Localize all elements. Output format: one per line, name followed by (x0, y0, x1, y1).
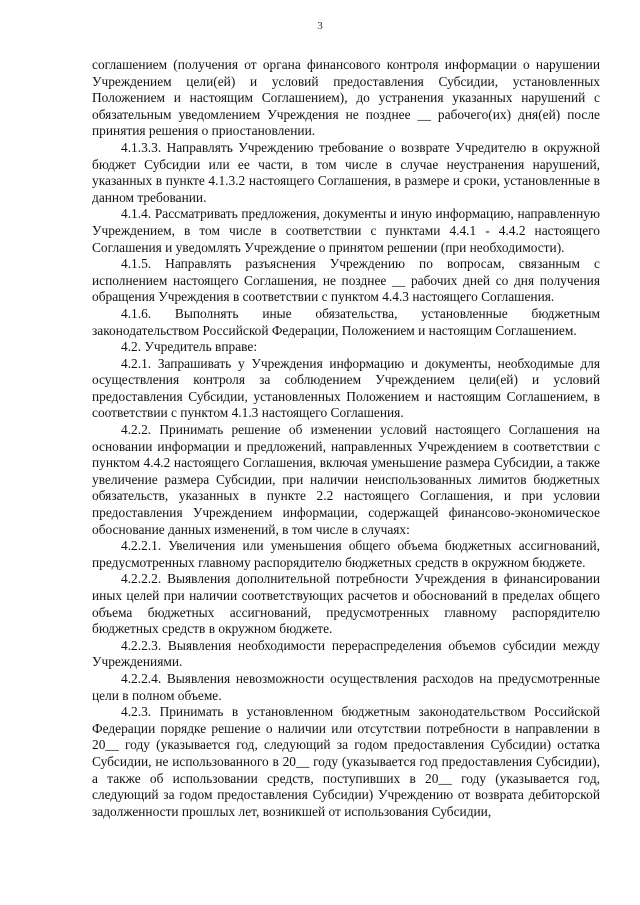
paragraph: 4.2.2.2. Выявления дополнительной потребности Учреждения в финансировании иных целей при наличии соответствующих расчетов и обоснований в пределах общего объема бюджетных ассигнований, предусмотренных главному распорядителю бюджетных средств в окружном бюджете. (92, 571, 600, 637)
paragraph: 4.1.4. Рассматривать предложения, документы и иную информацию, направленную Учреждением, в том числе в соответствии с пунктами 4.4.1 - 4.4.2 настоящего Соглашения и уведомлять Учреждение о принятом решении (при необходимости). (92, 206, 600, 255)
page-number: 3 (317, 20, 323, 32)
paragraph: 4.2.1. Запрашивать у Учреждения информацию и документы, необходимые для осуществления контроля за соблюдением Учреждением цели(ей) и условий предоставления Субсидии, установленных Положением и настоящим Соглашением, в соответствии с пунктом 4.1.3 настоящего Соглашения. (92, 355, 600, 421)
paragraph: 4.2. Учредитель вправе: (121, 339, 258, 355)
paragraph: 4.2.2.1. Увеличения или уменьшения общего объема бюджетных ассигнований, предусмотренных главному распорядителю бюджетных средств в окружном бюджете. (92, 538, 600, 570)
document-body (92, 57, 600, 820)
paragraph: 4.1.5. Направлять разъяснения Учреждению по вопросам, связанным с исполнением настоящего Соглашения, не позднее __ рабочих дней со дня получения обращения Учреждения в соответствии с пунктом 4.4.3 настоящего Соглашения. (92, 256, 600, 305)
paragraph: 4.1.6. Выполнять иные обязательства, установленные бюджетным законодательством Российской Федерации, Положением и настоящим Соглашением. (92, 305, 600, 338)
paragraph: 4.2.2. Принимать решение об изменении условий настоящего Соглашения на основании информации и предложений, направленных Учреждением в соответствии с пунктом 4.4.2 настоящего Соглашения, включая уменьшение размера Субсидии, а также увеличение размера Субсидии, при наличии неиспользованных лимитов бюджетных обязательств, указанных в пункте 2.2 настоящего Соглашения, и при условии предоставления Учреждением информации, содержащей финансово-экономическое обоснование данных изменений, в том числе в случаях: (92, 422, 600, 537)
paragraph: 4.2.3. Принимать в установленном бюджетным законодательством Российской Федерации порядке решение о наличии или отсутствии потребности в направлении в 20__ году (указывается год, следующий за годом предоставления Субсидии) остатка Субсидии, не использованного в 20__ году (указывается год предоставления Субсидии), а также об использовании средств, поступивших в 20__ году (указывается год, следующий за годом предоставления Субсидии) Учреждению от возврата дебиторской задолженности прошлых лет, возникшей от использования Субсидии, (92, 704, 600, 819)
paragraph: соглашением (получения от органа финансового контроля информации о нарушении Учреждением цели(ей) и условий предоставления Субсидии, установленных Положением и настоящим Соглашением), до устранения указанных нарушений с обязательным уведомлением Учреждения не позднее __ рабочего(их) дня(ей) после принятия решения о приостановлении. (92, 57, 600, 139)
paragraph: 4.2.2.4. Выявления невозможности осуществления расходов на предусмотренные цели в полном объеме. (92, 670, 600, 703)
paragraph: 4.1.3.3. Направлять Учреждению требование о возврате Учредителю в окружной бюджет Субсидии или ее части, в том числе в случае неустранения нарушений, указанных в пункте 4.1.3.2 настоящего Соглашения, в размере и сроки, установленные в данном требовании. (92, 139, 600, 205)
paragraph: 4.2.2.3. Выявления необходимости перераспределения объемов субсидии между Учреждениями. (92, 637, 600, 670)
